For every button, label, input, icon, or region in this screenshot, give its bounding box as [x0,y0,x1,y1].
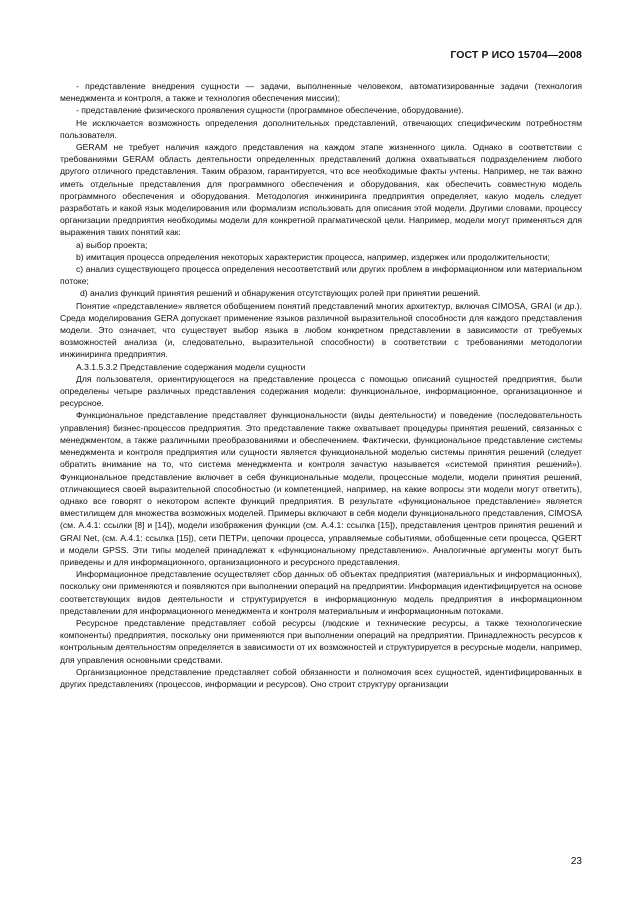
list-item: b) имитация процесса определения некоторых характеристик процесса, например, издержек или продолжительности; [76,251,550,262]
document-body [60,80,582,690]
paragraph: - представление физического проявления сущности (программное обеспечение, оборудование). [76,105,464,116]
page-number: 23 [570,856,582,867]
list-item: d) анализ функций принятия решений и обнаружения отсутствующих ролей при принятии решений. [80,288,481,299]
paragraph: Информационное представление осуществляет сбор данных об объектах предприятия (материальных и информационных), поскольку они применяются и появляются при выполнении операций на предприятии. Информация идентифицируется на основе соответствующих видов деятельности и структурируется в информационную модель предприятия в информационном представлении для информационного менеджмента и контроля материальным и информационным потоками. [60,569,582,616]
paragraph: Не исключается возможность определения дополнительных представлений, отвечающих специфическим потребностям пользователя. [60,117,582,140]
paragraph: Понятие «представление» является обобщением понятий представлений многих архитектур, включая CIMOSA, GRAI (и др.). Среда моделирования GERA допускает применение языков различной выразительной способности для каждого представления модели. Это означает, что существует выбор языка в любом конкретном представлении в зависимости от требуемых возможностей анализа (и, следовательно, выразительной способности) в соответствии с требованиями методологии инжиниринга предприятия. [60,300,582,360]
paragraph: GERAM не требует наличия каждого представления на каждом этапе жизненного цикла. Однако в соответствии с требованиями GERAM область деятельности определенных представлений должна охватываться подразделением любого другого отличного представления. Таким образом, гарантируется, что все необходимые факты учтены. Например, не так важно иметь отдельные представления для программного обеспечения и оборудования, как обеспечить совместную модель программного обеспечения и оборудования. Методология инжиниринга предприятия определяет, какую модель следует разработать и какой язык моделирования или формализм использовать для описания этой модели. Другими словами, процессу организации предприятия необходимы модели для конкретной прагматической цели. Например, модели могут применяться для выражения таких понятий как: [60,142,582,238]
document-header: ГОСТ Р ИСО 15704—2008 [450,49,582,61]
paragraph: Для пользователя, ориентирующегося на представление процесса с помощью описаний сущностей предприятия, были определены четыре различных представления содержания модели: функциональное, информационное, организационное и ресурсное. [60,373,582,409]
paragraph: Организационное представление представляет собой обязанности и полномочия всех сущностей, идентифицированных в других представлениях (процессов, информации и ресурсов). Оно строит структуру организации [60,666,582,689]
list-item: a) выбор проекта; [76,239,148,250]
paragraph: Функциональное представление представляет функциональности (виды деятельности) и поведение (последовательность управления) бизнес-процессов предприятия. Это представление также охватывает процедуры принятия решений, связанных с менеджментом, а также различными преобразованиями и обеспечением. Фактически, функциональное представление системы менеджмента и контроля предприятия или сущности является функциональной моделью системы принятия решений (следует обратить внимание на то, что система менеджмента и контроля зачастую называется «системой принятия решений»). Функциональное представление включает в себя функциональные модели, процессные модели, модели принятия решений, отличающиеся своей выразительной способностью (и компетенцией, например, на какие вопросы эти модели могут ответить), однако все говорят о некотором аспекте функций предприятия. В результате «функциональное представление» является вместилищем для множества возможных моделей. Примеры включают в себя модели функционального представления, CIMOSA (см. A.4.1: ссылки [8] и [14]), модели изображения функции (см. A.4.1: ссылка [15]), представления центров принятия решений и GRAI Net, (см. A.4.1: ссылка [15]), сети ПЕТРи, цепочки процесса, управляемые событиями, обобщенные сети процесса, QGERT и модели GPSS. Эти типы моделей принадлежат к «функциональному представлению». Аналогичные аргументы могут быть приведены и для информационного, организационного и ресурсного представления. [60,410,582,567]
list-item: c) анализ существующего процесса определения несоответствий или других проблем в информационном или материальном потоке; [60,264,582,287]
section-heading: A.3.1.5.3.2 Представление содержания модели сущности [76,361,306,372]
paragraph: Ресурсное представление представляет собой ресурсы (людские и технические ресурсы, а также технологические компоненты) предприятия, поскольку они применяются при выполнении операций на предприятии. Принадлежность ресурсов к контрольным деятельностям определяется в зависимости от их возможностей и структурируется в ресурсные модели, например, для управления основными средствами. [60,617,582,665]
paragraph: - представление внедрения сущности — задачи, выполненные человеком, автоматизированные задачи (технология менеджмента и контроля, а также и технология обеспечения миссии); [60,81,582,104]
